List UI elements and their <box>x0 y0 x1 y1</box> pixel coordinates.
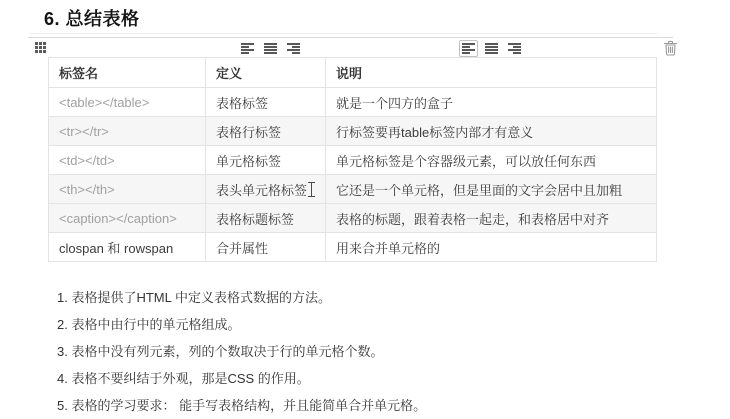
cell-definition-text: 表格标签 <box>216 95 269 111</box>
cell-description[interactable] <box>326 117 657 146</box>
cell-description[interactable] <box>326 88 657 117</box>
align-left-icon <box>241 43 254 54</box>
cell-definition[interactable] <box>206 204 326 233</box>
table-row <box>49 175 657 204</box>
table-row <box>49 204 657 233</box>
note-item: 4. 表格不要纠结于外观，那是CSS 的作用。 <box>57 371 310 386</box>
note-item: 5. 表格的学习要求： 能手写表格结构，并且能简单合并单元格。 <box>57 398 427 413</box>
table-row <box>49 233 657 262</box>
cell-definition-text: 表头单元格标签 <box>216 182 308 198</box>
align-center-button[interactable] <box>482 40 501 57</box>
cell-tag[interactable] <box>49 146 206 175</box>
align-right-icon <box>508 43 521 54</box>
align-center-icon <box>264 43 277 54</box>
cell-tag-text: <th></th> <box>59 181 115 197</box>
cell-description-text: 单元格标签是个容器级元素，可以放任何东西 <box>336 153 597 169</box>
cell-definition[interactable] <box>206 117 326 146</box>
cell-tag[interactable] <box>49 204 206 233</box>
table-header-row <box>49 58 657 88</box>
cell-description-text: 表格的标题，跟着表格一起走，和表格居中对齐 <box>336 211 610 227</box>
summary-table-body <box>49 88 657 262</box>
note-item: 1. 表格提供了HTML 中定义表格式数据的方法。 <box>57 290 331 305</box>
trash-icon <box>663 40 678 56</box>
cell-definition[interactable] <box>206 146 326 175</box>
cell-definition[interactable] <box>206 88 326 117</box>
align-right-button[interactable] <box>505 40 524 57</box>
column3-align-group <box>459 40 524 57</box>
cell-description-text: 就是一个四方的盒子 <box>336 95 454 111</box>
cell-description-text: 行标签要再table标签内部才有意义 <box>336 124 534 140</box>
cell-description-text: 用来合并单元格的 <box>336 240 441 256</box>
header-cell-tag[interactable]: 标签名 <box>49 58 206 88</box>
summary-notes <box>57 284 426 419</box>
cell-tag-text: clospan 和 rowspan <box>59 240 174 256</box>
align-left-icon <box>462 43 475 54</box>
cell-tag-text: <table></table> <box>59 94 150 110</box>
cell-description[interactable] <box>326 146 657 175</box>
table-row <box>49 117 657 146</box>
cell-tag[interactable] <box>49 88 206 117</box>
page-title: 6. 总结表格 <box>44 9 140 29</box>
cell-description[interactable] <box>326 204 657 233</box>
heading-underline <box>30 33 657 34</box>
align-center-icon <box>485 43 498 54</box>
cell-tag[interactable] <box>49 117 206 146</box>
cell-description[interactable] <box>326 175 657 204</box>
table-grid-icon[interactable] <box>35 42 46 53</box>
header-cell-definition[interactable]: 定义 <box>206 58 326 88</box>
cell-tag[interactable] <box>49 175 206 204</box>
align-left-button[interactable] <box>238 40 257 57</box>
cell-definition-text: 表格标题标签 <box>216 211 295 227</box>
align-left-button[interactable] <box>459 40 478 57</box>
cell-description-text: 它还是一个单元格，但是里面的文字会居中且加粗 <box>336 182 623 198</box>
delete-table-button[interactable] <box>662 40 678 57</box>
note-item: 3. 表格中没有列元素，列的个数取决于行的单元格个数。 <box>57 344 384 359</box>
column2-align-group <box>238 40 303 57</box>
cell-definition[interactable] <box>206 233 326 262</box>
cell-tag-text: <caption></caption> <box>59 210 177 226</box>
header-cell-description[interactable]: 说明 <box>326 58 657 88</box>
align-right-button[interactable] <box>284 40 303 57</box>
cell-tag-text: <tr></tr> <box>59 123 109 139</box>
table-row <box>49 146 657 175</box>
cell-definition[interactable] <box>206 175 326 204</box>
cell-definition-text: 合并属性 <box>216 240 269 256</box>
table-row <box>49 88 657 117</box>
align-right-icon <box>287 43 300 54</box>
cell-definition-text: 表格行标签 <box>216 124 282 140</box>
cell-tag[interactable] <box>49 233 206 262</box>
cell-description[interactable] <box>326 233 657 262</box>
note-item: 2. 表格中由行中的单元格组成。 <box>57 317 241 332</box>
text-caret <box>308 182 315 197</box>
summary-table <box>48 57 657 262</box>
cell-definition-text: 单元格标签 <box>216 153 282 169</box>
cell-tag-text: <td></td> <box>59 152 115 168</box>
content-divider <box>28 37 673 38</box>
align-center-button[interactable] <box>261 40 280 57</box>
